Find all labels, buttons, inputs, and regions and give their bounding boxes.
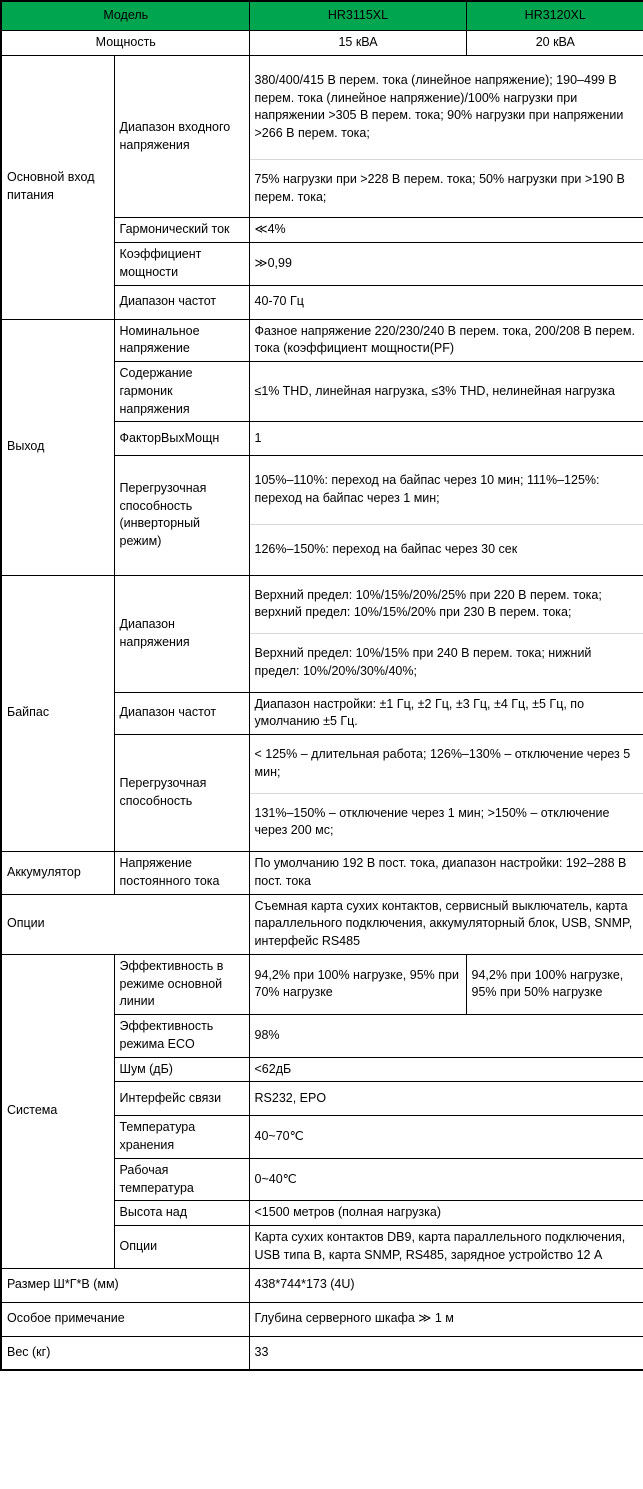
battery-dc-label: Напряжение постоянного тока: [114, 852, 249, 895]
header-model-label: Модель: [1, 1, 249, 31]
output-overload-part1: 105%–110%: переход на байпас через 10 мин; 111%–125%: переход на байпас через 1 мин;: [250, 456, 643, 525]
group-label-battery: Аккумулятор: [1, 852, 114, 895]
output-harmonic-label: Содержание гармоник напряжения: [114, 362, 249, 422]
table-row-output-nominal: [1, 319, 643, 362]
bypass-overload-label: Перегрузочная способность: [114, 735, 249, 852]
system-storage-temp-value: 40~70℃: [249, 1116, 643, 1159]
input-power-factor-label: Коэффициент мощности: [114, 243, 249, 286]
input-voltage-range-label: Диапазон входного напряжения: [114, 55, 249, 218]
system-interface-label: Интерфейс связи: [114, 1082, 249, 1116]
system-efficiency-eco-value: 98%: [249, 1015, 643, 1058]
input-frequency-label: Диапазон частот: [114, 285, 249, 319]
battery-dc-value: По умолчанию 192 В пост. тока, диапазон настройки: 192–288 В пост. тока: [249, 852, 643, 895]
system-options-label: Опции: [114, 1226, 249, 1269]
table-row-system-efficiency-line: [1, 954, 643, 1014]
system-noise-value: <62дБ: [249, 1057, 643, 1082]
output-harmonic-value: ≤1% THD, линейная нагрузка, ≤3% THD, нелинейная нагрузка: [249, 362, 643, 422]
input-voltage-range-value: [249, 55, 643, 218]
bypass-voltage-value: [249, 575, 643, 692]
system-altitude-value: <1500 метров (полная нагрузка): [249, 1201, 643, 1226]
output-nominal-value: Фазное напряжение 220/230/240 В перем. тока, 200/208 В перем. тока (коэффициент мощности(PF): [249, 319, 643, 362]
system-work-temp-label: Рабочая температура: [114, 1158, 249, 1201]
system-noise-label: Шум (дБ): [114, 1057, 249, 1082]
bypass-overload-value: [249, 735, 643, 852]
output-power-factor-label: ФакторВыхМощн: [114, 422, 249, 456]
options-value: Съемная карта сухих контактов, сервисный выключатель, карта параллельного подключения, аккумуляторный блок, USB, SNMP, интерфейс RS485: [249, 894, 643, 954]
group-label-output: Выход: [1, 319, 114, 575]
table-row-input-voltage-range: [1, 55, 643, 218]
system-efficiency-line-label: Эффективность в режиме основной линии: [114, 954, 249, 1014]
system-altitude-label: Высота над: [114, 1201, 249, 1226]
special-note-value: Глубина серверного шкафа ≫ 1 м: [249, 1302, 643, 1336]
system-options-value: Карта сухих контактов DB9, карта параллельного подключения, USB типа B, карта SNMP, RS485, зарядное устройство 12 А: [249, 1226, 643, 1269]
bypass-voltage-part1: Верхний предел: 10%/15%/20%/25% при 220 В перем. тока; верхний предел: 10%/15%/20% при 230 В перем. тока;: [250, 576, 643, 635]
table-row-battery-dc: [1, 852, 643, 895]
group-label-system: Система: [1, 954, 114, 1268]
table-header-row: [1, 1, 643, 31]
system-efficiency-line-col1: 94,2% при 100% нагрузке, 95% при 70% нагрузке: [249, 954, 466, 1014]
system-storage-temp-label: Температура хранения: [114, 1116, 249, 1159]
input-power-factor-value: ≫0,99: [249, 243, 643, 286]
power-label: Мощность: [1, 31, 249, 56]
input-frequency-value: 40-70 Гц: [249, 285, 643, 319]
size-label: Размер Ш*Г*В (мм): [1, 1268, 249, 1302]
table-row-options: [1, 894, 643, 954]
weight-label: Вес (кг): [1, 1336, 249, 1370]
table-row-power: [1, 31, 643, 56]
output-power-factor-value: 1: [249, 422, 643, 456]
group-label-main-input: Основной вход питания: [1, 55, 114, 319]
power-value-col2: 20 кВА: [466, 31, 643, 56]
input-harmonic-value: ≪4%: [249, 218, 643, 243]
header-model-hr3120xl: HR3120XL: [466, 1, 643, 31]
system-efficiency-eco-label: Эффективность режима ECO: [114, 1015, 249, 1058]
table-row-size: [1, 1268, 643, 1302]
input-voltage-range-part2: 75% нагрузки при >228 В перем. тока; 50% нагрузки при >190 В перем. тока;: [254, 171, 625, 204]
special-note-label: Особое примечание: [1, 1302, 249, 1336]
system-interface-value: RS232, EPO: [249, 1082, 643, 1116]
weight-value: 33: [249, 1336, 643, 1370]
output-overload-value: [249, 456, 643, 575]
group-label-options: Опции: [1, 894, 249, 954]
input-harmonic-label: Гармонический ток: [114, 218, 249, 243]
system-efficiency-line-col2: 94,2% при 100% нагрузке, 95% при 50% нагрузке: [466, 954, 643, 1014]
output-overload-label: Перегрузочная способность (инверторный режим): [114, 456, 249, 575]
bypass-frequency-label: Диапазон частот: [114, 692, 249, 735]
header-model-hr3115xl: HR3115XL: [249, 1, 466, 31]
system-work-temp-value: 0~40℃: [249, 1158, 643, 1201]
bypass-overload-part2: 131%–150% – отключение через 1 мин; >150% – отключение через 200 мс;: [254, 805, 610, 838]
output-nominal-label: Номинальное напряжение: [114, 319, 249, 362]
bypass-frequency-value: Диапазон настройки: ±1 Гц, ±2 Гц, ±3 Гц, ±4 Гц, ±5 Гц, по умолчанию ±5 Гц.: [249, 692, 643, 735]
group-label-bypass: Байпас: [1, 575, 114, 852]
table-row-special-note: [1, 1302, 643, 1336]
bypass-voltage-label: Диапазон напряжения: [114, 575, 249, 692]
table-row-bypass-voltage: [1, 575, 643, 692]
bypass-overload-part1: < 125% – длительная работа; 126%–130% – отключение через 5 мин;: [250, 735, 643, 794]
power-value-col1: 15 кВА: [249, 31, 466, 56]
table-row-weight: [1, 1336, 643, 1370]
input-voltage-range-part1: 380/400/415 В перем. тока (линейное напряжение); 190–499 В перем. тока (линейное напряжение)/100% нагрузки при напряжении >305 В перем. тока; 90% нагрузки при напряжении >266 В перем. тока;: [250, 56, 643, 160]
size-value: 438*744*173 (4U): [249, 1268, 643, 1302]
bypass-voltage-part2: Верхний предел: 10%/15% при 240 В перем. тока; нижний предел: 10%/20%/30%/40%;: [254, 646, 592, 678]
output-overload-part2: 126%–150%: переход на байпас через 30 сек: [254, 541, 518, 556]
